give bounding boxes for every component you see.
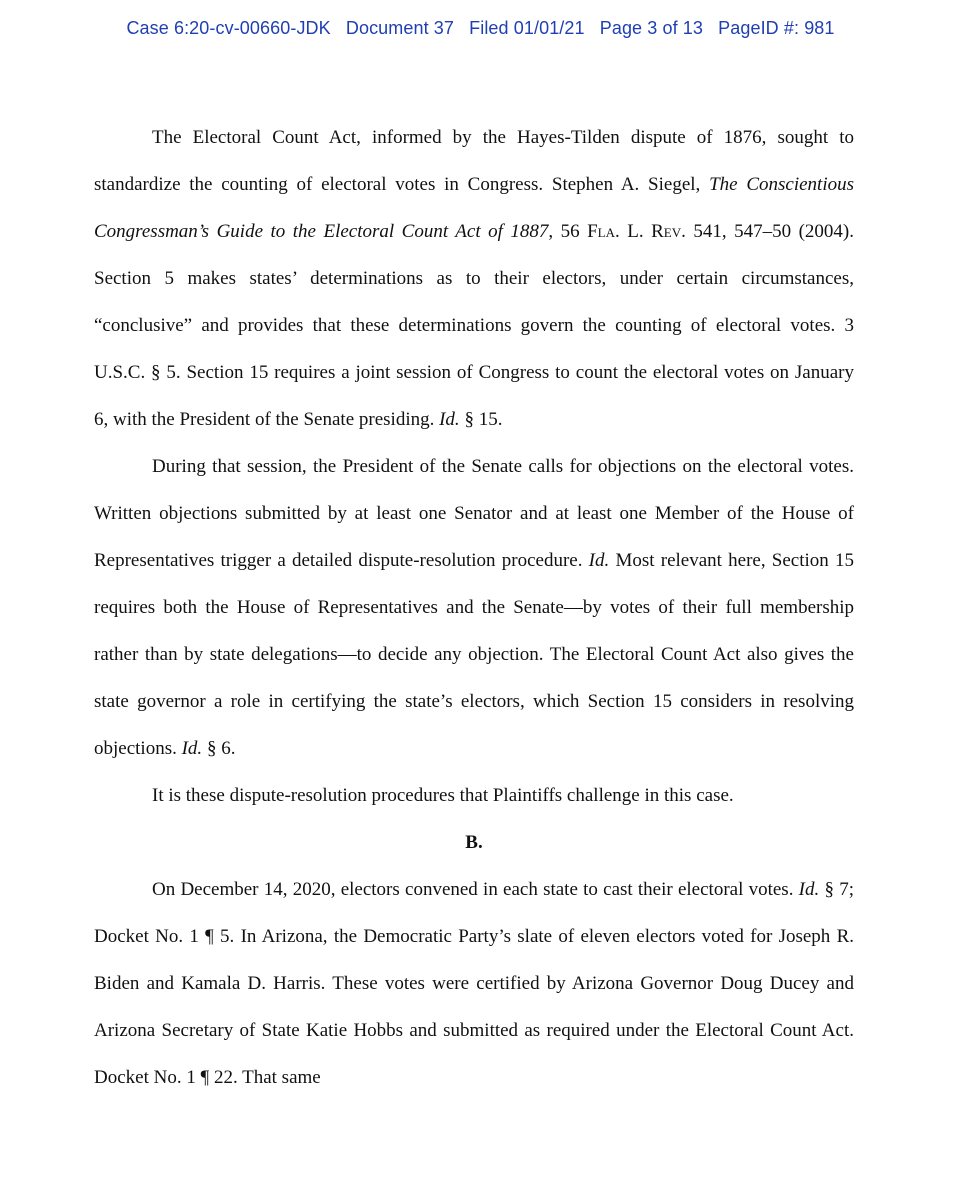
case-number: Case 6:20-cv-00660-JDK bbox=[126, 18, 331, 38]
text-run: It is these dispute-resolution procedures that Plaintiffs challenge in this case. bbox=[152, 785, 734, 806]
text-run: 541, 547–50 (2004). Section 5 makes states’ determinations as to their electors, under certain circumstances, “conclusive” and provides that these determinations govern the counting of electoral votes. 3 U.S.C. § 5. Section 15 requires a joint session of Congress to count the electoral votes on January 6, with the President of the Senate presiding. bbox=[94, 221, 854, 430]
id-citation: Id. bbox=[798, 879, 820, 900]
text-run: During that session, the President of the Senate calls for objections on the electoral votes. Written objections submitted by at least one Senator and at least one Member of the House of Representatives trigger a detailed dispute-resolution procedure. bbox=[94, 456, 854, 571]
id-citation: Id. bbox=[181, 738, 203, 759]
document-body bbox=[94, 114, 854, 1101]
paragraph-electoral-count-act bbox=[94, 114, 854, 443]
text-run: , 56 bbox=[548, 221, 588, 242]
text-run: Most relevant here, Section 15 requires both the House of Representatives and the Senate—by votes of their full membership rather than by state delegations—to decide any objection. The Electoral Count Act also gives the state governor a role in certifying the state’s electors, which Section 15 considers in resolving objections. bbox=[94, 550, 854, 759]
paragraph-challenge bbox=[94, 772, 854, 819]
paragraph-electors-convened bbox=[94, 866, 854, 1101]
citation-title: The Conscientious Congressman’s Guide to the Electoral Count Act of 1887 bbox=[94, 174, 854, 242]
text-run: § 15. bbox=[459, 409, 503, 430]
journal-abbreviation: Fla. L. Rev. bbox=[587, 221, 686, 242]
paragraph-joint-session bbox=[94, 443, 854, 772]
section-heading: B. bbox=[465, 832, 483, 853]
text-run: On December 14, 2020, electors convened in each state to cast their electoral votes. bbox=[152, 879, 799, 900]
page-count: Page 3 of 13 bbox=[599, 18, 704, 38]
text-run: The Electoral Count Act, informed by the Hayes-Tilden dispute of 1876, sought to standardize the counting of electoral votes in Congress. Stephen A. Siegel, bbox=[94, 127, 854, 195]
id-citation: Id. bbox=[588, 550, 610, 571]
id-citation: Id. bbox=[439, 409, 460, 430]
page-id: PageID #: 981 bbox=[718, 18, 835, 38]
document-number: Document 37 bbox=[345, 18, 455, 38]
text-run: § 7; Docket No. 1 ¶ 5. In Arizona, the Democratic Party’s slate of eleven electors voted for Joseph R. Biden and Kamala D. Harris. These votes were certified by Arizona Governor Doug Ducey and Arizona Secretary of State Katie Hobbs and submitted as required under the Electoral Count Act. Docket No. 1 ¶ 22. That same bbox=[94, 879, 854, 1088]
text-run: § 6. bbox=[202, 738, 236, 759]
ecf-header bbox=[0, 18, 961, 39]
filed-date: Filed 01/01/21 bbox=[469, 18, 585, 38]
